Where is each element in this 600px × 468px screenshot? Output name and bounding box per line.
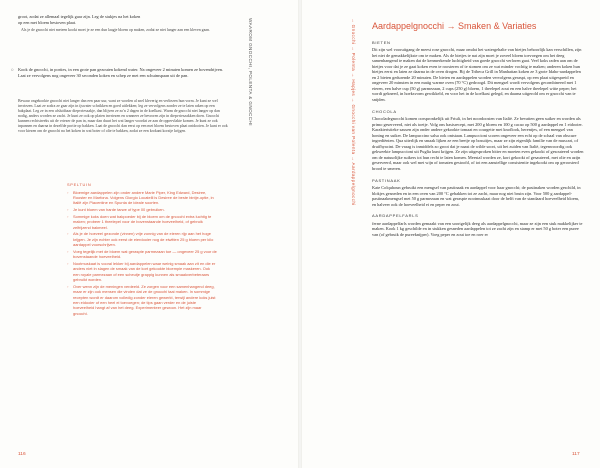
tip-item: ◦ Voeg tegelijk met de bloem wat geraspte parmezaan toe — ongeveer 25 g voor de bovenstaande hoeveelheid. — [67, 248, 217, 260]
tip-dot-icon: ◦ — [67, 213, 69, 219]
step-bullet-icon: ○ — [11, 67, 14, 72]
tip-item: ◦ Nootmuskaat is vooral lekker bij aardappelen waar weinig smaak aan zit en die er anders niet in slagen de smaak van de kort gekookte bloempie maskeren. Ook een royale parmezaan of een scheutje grappig kunnen als smaakverbeteraars gebruikt worden. — [67, 261, 216, 283]
tip-item: ◦ Over wenn zijn de meningen verdeeld. Ze zorgen voor een samenhangend deeg, maar er zijn ook mensen die vinden dat ze de gnocchi taai maken. In sommige recepten wordt er daarom volledig zonder eieren gewerkt, terwijl andere koks juist een eidooier of een heel ei toevoegen; de tips gaan verder en de juiste hoeveelheid hangt af van het deeg. Experimenteer gewoon. Het zijn maar gnocchi. — [67, 284, 216, 316]
section-heading: CHOCOLA — [372, 108, 397, 114]
tip-item: ◦ Sommige koks doen wat bakpoeder bij de bloem om de gnocchi extra luchtig te maken; probeer 1 theelepel voor de bovenstaande hoeveelheid, of gebruik zelfrijzend bakmeel. — [67, 213, 212, 230]
tip-item: ◦ Bloemige aardappelen zijn onder andere Marie Piper, King Edward, Desiree, Rooster en Marfona. Volgens Giorgio Locatelli is Desiree de beste bintje-optie, in Italië zijn Piacentine en Spunta de ideale soorten. — [67, 189, 214, 206]
tip-item: ◦ Als je de hoeveel gezonde (vinnen) vrije zonnig van de eieren rijp aan het hoge krijgen. Je zijn echter ook eerst de eierdooier nog de eiwitten 25 g bloem per kilo aardappel voorschrijven. — [67, 231, 214, 248]
tip-dot-icon: ◦ — [67, 189, 69, 195]
section-heading: PASTINAAK — [372, 177, 401, 183]
right-running-head-text: → Gnocchi → Polenta → Hapjes → Gnocchi van Polenta → Aardappelgnocchi — [351, 18, 356, 206]
cooking-step — [11, 67, 228, 78]
tip-dot-icon: ◦ — [67, 248, 69, 254]
section-text: ferne aardappelfarls worden gemaakt van een soortgelijk deeg als aardappelgnocchi, maar ze zijn een stuk makkelijker te maken. Kook 1 kg geschilde en in stukken gesneden aardappelen tot ze zacht zijn en stamp er met 50 g boter een puree van (of gebruik de pureeknijper). Voeg peper en zout toe en roer er — [372, 220, 583, 237]
right-column — [372, 21, 584, 238]
left-intro — [18, 14, 228, 36]
intro-line-2: op een met bloem bestoven plaat. — [18, 19, 77, 25]
section-heading: BIETEN — [372, 39, 391, 45]
step-text: Kook de gnocchi, in porties, in een grote pan gezouten kokend water. Na ongeveer 2 minuten komen ze bovendrijven. Laat ze vervolgens nog ongeveer 30 seconden koken en schep ze met een schuimspaan uit de pan. — [18, 67, 224, 78]
section-text: Dit zijn wel vooruitgang de meest rose gnocchi, maar omdat het watergehalte van bietjes behoorlijk kan verschillen, zijn het niet de gemakkelijkste om te maken. Als de bietjes te nat zijn moet je zoveel bloem toevoegen om het deeg samenhangend te maken dat de kenmerkende luchtigheid van goede gnocchi verloren gaat. Veel koks raden aan om de bietjes voor dat je ze gaat koken even te roosteren of te stomen om ze wat minder vochtig te maken; anderen koken hun bietjes eerst en laten ze daarna in de oven drogen. Bij de Tribeca Grill in Manhattan koken ze 3 grote Idaho-aardappelen en 2 bieten gedurende 20 minuten. De bieten en aardappelen worden vervolgens geraspt, op een plaat uitgespreid en ongeveer 20 minuten in een matig warme oven (70 °C) gedroogd. Dit mengsel wordt vervolgens gecombineerd met 1 eieren, een halve cup (50 g) parmezaan, 2 cups (250 g) bloem, 1 theelepel zout en een halve theelepel witte peper; het wordt gekneed, in hoeksvorm gewikkeld, en voor het in de koelkast gelegd, en daarna uitgerold om er gnocchi van te snijden. — [372, 47, 582, 103]
tips-heading: SPELTUIN — [67, 182, 92, 187]
intro-line-1: groot, zodat ze allemaal tegelijk gaar zijn. Leg de stukjes na het koken — [18, 14, 141, 19]
page-title: Aardappelgnocchi → Smaken & Variaties — [372, 21, 537, 31]
storage-note: Bewaar ongekookte gnocchi niet langer dan een paar uur, want ze worden al snel kleverig en verliezen hun vorm. Je kunt ze wel invriezen. Laat ze zodra ze gaar zijn in ijswater schrikken en goed uitlekken; leg ze vervolgens zonder ze te laten raken op een bakplaat. Leg ze in een afsluitbaar diepvrieszakje, dan blijven ze zo'n 2 dagen in de koelkast. Warm de gnocchi niet langer op dan nodig, anders worden ze zacht. Je kunt ze ook op platen invriezen en wanneer ze bevroren zijn in diepvrieszakken doen. Gnocchi kunnen rechtstreeks uit de vriezer de pan in, maar dan duurt het wat langer voordat ze aan de oppervlakte komen. Je kunt ze ook inpannen en daarna in dezelfde portie op bakken. Laat de gnocchi dan eerst op een met bloem bestoven plaat ontdooien. Je kunt er ook voor kiezen om de gnocchi na het koken in wat boter of olie te bakken, zodat ze een krokant korstje krijgen. — [18, 99, 228, 133]
left-running-head-text: WAAROM GNOCCHI, POLENTA & GNOCCHI — [248, 18, 253, 126]
tip-dot-icon: ◦ — [67, 261, 69, 267]
right-page — [302, 0, 600, 468]
tip-item: ◦ Je kunt bloem van harde tarwe of type 00 gebruiken. — [67, 207, 165, 213]
left-running-head — [246, 18, 256, 348]
tips-box — [67, 182, 217, 318]
left-page-number: 116 — [18, 452, 26, 457]
tip-dot-icon: ◦ — [67, 284, 69, 289]
section-heading: AARDAPPELFARLS — [372, 213, 419, 219]
intro-hint: Als je de gnocchi niet meteen kookt moet je ze een dun laagje bloem op maken, zodat ze niet langer aan een kleven gaan. — [21, 27, 210, 32]
right-page-number: 117 — [572, 452, 580, 457]
right-running-head — [349, 18, 359, 348]
section-text: Chocoladegnocchi komen oorspronkelijk uit Friuli, in het noordoosten van Italië. Ze bevatten geen suiker en worden als primo geserveerd, niet als toetje. Volg ons basisrecept, met 200 g bloem en 100 g cacao op 500 g aardappel en 1 eidooier. Karakteristieke sausen zijn onder andere gekookte tomaat en courgette met knoflook, herentjes, of een mengsel van honing en suiker. De lampuccino salsa ook ontstaan. Lampuccioni scoren ongeveer een echt op de schaal van obscure ingrediënten. Qua uiterlijk en smaak lijken ze een beetje op bosuitjes, maar ze zijn eigenlijk familie van de muscari, of druifhyacint. De vraag is inmiddels zo groot dat je naast de wilde soort, uit het zuiden van Italië, tegenwoordig ook gekweekte lampuccioni uit Puglia kunt krijgen. Ze zijn uitgesproken bitter en moeten even gekookt of gesouteerd worden om de natuurlijke suikers tot hun recht te laten komen. Meestal worden ze, kort gekookt of gesauteerd, met olie en azijn geserveerd, maar ook wel met wijn of tomaten gestoofd, of tot een aanstellige consistentie ingekookt om op geroosterd brood te smeren. — [372, 116, 584, 172]
tip-dot-icon: ◦ — [67, 231, 69, 237]
section-text: Kate Colquhoun gebruikt een mengsel van pastinaak en aardappel voor haar gnocchi; de pastinaken worden geschild, in blokjes gesneden en in een oven van 200 °C gebakken tot ze zacht, maar nog niet bruin zijn. Voor 500 g aardappel-pastinaakmengsel met 50 g parmezaan en wat geraspte nootmuskaat door de helft van de standaard hoeveelheid bloem, en halveer ook de hoeveelheid ei en peper en zout. — [372, 185, 581, 207]
tip-dot-icon: ◦ — [67, 207, 69, 213]
